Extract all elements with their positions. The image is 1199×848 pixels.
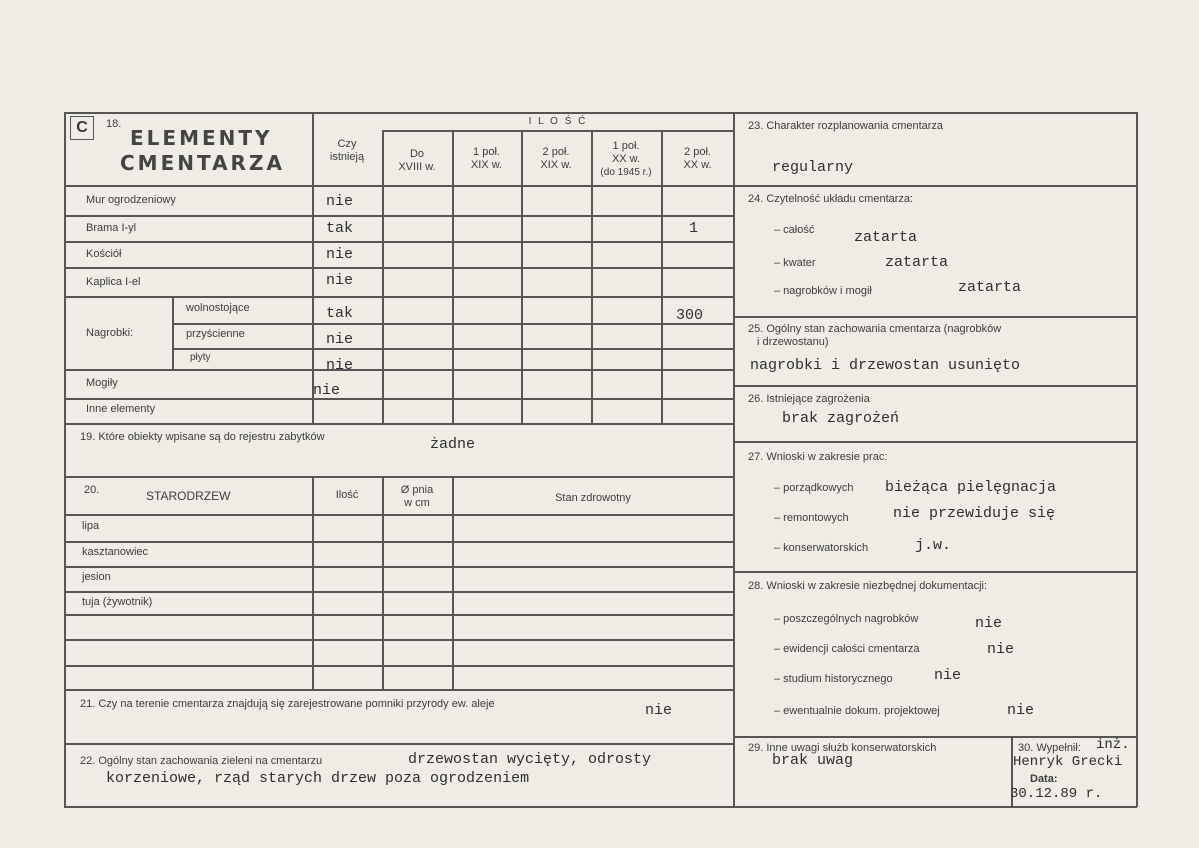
header-1-pol-xx-l2: XX w. (611, 153, 641, 165)
section-25-value: nagrobki i drzewostan usunięto (750, 357, 1021, 374)
section-22-label: 22. Ogólny stan zachowania zieleni na cmentarzu (80, 755, 323, 767)
section-22-value-line1: drzewostan wycięty, odrosty (408, 751, 652, 768)
section-20-pien (382, 484, 452, 510)
header-1-pol-xx-l3: (do 1945 r.) (600, 167, 652, 178)
section-18-number: 18. (106, 118, 122, 130)
row-brama-label: Brama I-yl (86, 222, 137, 234)
header-do-xviii-l2: XVIII w. (398, 161, 436, 173)
row-mogily-label: Mogiły (86, 377, 118, 389)
section-24-kwater-label: – kwater (774, 257, 816, 269)
tree-row-jesion: jesion (82, 571, 111, 583)
section-30-date-label: Data: (1030, 773, 1058, 785)
section-27-konserwatorskie-label: – konserwatorskich (774, 542, 869, 554)
row-mur-label: Mur ogrodzeniowy (86, 194, 176, 206)
header-1-pol-xx-l1: 1 poł. (612, 140, 640, 152)
row-wolnostojace-label: wolnostojące (186, 302, 250, 314)
section-28-r3-value: nie (934, 667, 962, 684)
section-27-label: 27. Wnioski w zakresie prac: (748, 451, 888, 463)
section-24-nagrobki-label: – nagrobków i mogił (774, 285, 872, 297)
section-26-label: 26. Istniejące zagrożenia (748, 393, 870, 405)
header-istnieja: istnieją (329, 151, 365, 163)
section-20-stan: Stan zdrowotny (555, 492, 631, 504)
section-30-label: 30. Wypełnił: (1018, 742, 1081, 754)
section-24-calosc-label: – całość (774, 224, 815, 236)
row-kaplica-value: nie (326, 272, 354, 289)
tree-row-tuja: tuja (żywotnik) (82, 596, 153, 608)
row-kosciol-value: nie (326, 246, 354, 263)
section-22-value-line2: korzeniowe, rząd starych drzew poza ogrodzeniem (106, 770, 530, 787)
section-18-title-line2: CMENTARZA (120, 151, 285, 175)
section-24-kwater-value: zatarta (885, 254, 949, 271)
section-28-r4-value: nie (1007, 702, 1035, 719)
section-28-r4-label: – ewentualnie dokum. projektowej (774, 705, 940, 717)
section-24-calosc-value: zatarta (854, 229, 918, 246)
header-czy: Czy (337, 138, 357, 150)
section-30-date: 30.12.89 r. (1010, 786, 1103, 802)
section-29-value: brak uwag (772, 752, 854, 769)
section-28-r1-value: nie (975, 615, 1003, 632)
row-wolnostojace-count: 300 (676, 307, 704, 324)
row-nagrobki-label: Nagrobki: (86, 327, 134, 339)
section-26-value: brak zagrożeń (782, 410, 900, 427)
section-27-porzadkowe-value: bieżąca pielęgnacja (885, 479, 1057, 496)
section-25-label-line1: 25. Ogólny stan zachowania cmentarza (nagrobków (748, 323, 1002, 335)
section-23-label: 23. Charakter rozplanowania cmentarza (748, 120, 944, 132)
section-19-label: 19. Które obiekty wpisane są do rejestru zabytków (80, 431, 325, 443)
form-badge: C (70, 116, 94, 140)
header-1-pol-xx (591, 140, 661, 179)
section-28-r3-label: – studium historycznego (774, 673, 893, 685)
section-30-title: inż. (1096, 737, 1130, 753)
section-24-label: 24. Czytelność układu cmentarza: (748, 193, 914, 205)
row-kosciol-label: Kościół (86, 248, 122, 260)
section-28-r2-value: nie (987, 641, 1015, 658)
section-20-title: STARODRZEW (146, 489, 231, 503)
section-27-remontowe-value: nie przewiduje się (893, 505, 1056, 522)
section-20-number: 20. (84, 484, 100, 496)
row-kaplica-label: Kaplica I-el (86, 276, 141, 288)
header-2-pol-xix-l2: XIX w. (540, 159, 572, 171)
section-25-label-line2: i drzewostanu) (757, 336, 829, 348)
tree-row-kasztanowiec: kasztanowiec (82, 546, 149, 558)
section-18-title-line1: ELEMENTY (130, 126, 273, 150)
row-brama-value: tak (326, 220, 354, 237)
section-30-name: Henryk Grecki (1013, 754, 1123, 770)
section-27-porzadkowe-label: – porządkowych (774, 482, 854, 494)
section-28-r1-label: – poszczególnych nagrobków (774, 613, 919, 625)
section-24-nagrobki-value: zatarta (958, 279, 1022, 296)
section-20-ilosc: Ilość (335, 489, 359, 501)
header-1-pol-xix-l2: XIX w. (470, 159, 503, 171)
row-plyty-value: nie (326, 357, 354, 374)
row-przyscienne-value: nie (326, 331, 354, 348)
section-19-value: żadne (430, 436, 476, 453)
section-20-pien-l2: w cm (404, 497, 430, 509)
section-28-label: 28. Wnioski w zakresie niezbędnej dokumentacji: (748, 580, 988, 592)
header-do-xviii-l1: Do (409, 148, 425, 160)
header-1-pol-xix (452, 146, 521, 172)
header-2-pol-xx-l1: 2 poł. (684, 146, 711, 158)
section-20-pien-l1: Ø pnia (400, 484, 434, 496)
section-21-label: 21. Czy na terenie cmentarza znajdują się zarejestrowane pomniki przyrody ew. aleje (80, 698, 495, 710)
section-27-konserwatorskie-value: j.w. (915, 537, 952, 554)
section-27-remontowe-label: – remontowych (774, 512, 849, 524)
row-plyty-label: płyty (190, 352, 211, 363)
section-21-value: nie (645, 702, 673, 719)
row-brama-count: 1 (689, 220, 699, 237)
section-29-label: 29. Inne uwagi służb konserwatorskich (748, 742, 937, 754)
row-inne-label: Inne elementy (86, 403, 156, 415)
header-2-pol-xx-l2: XX w. (683, 159, 712, 171)
header-do-xviii (382, 148, 452, 174)
row-mur-value: nie (326, 193, 354, 210)
row-przyscienne-label: przyścienne (186, 328, 245, 340)
section-28-r2-label: – ewidencji całości cmentarza (774, 643, 920, 655)
header-1-pol-xix-l1: 1 poł. (473, 146, 500, 158)
header-2-pol-xix (521, 146, 591, 172)
section-23-value: regularny (772, 159, 854, 176)
row-mogily-value: nie (313, 382, 341, 399)
header-2-pol-xx (661, 146, 734, 172)
tree-row-lipa: lipa (82, 520, 100, 532)
header-ilosc: I L O Ś Ć (528, 116, 588, 127)
row-wolnostojace-value: tak (326, 305, 354, 322)
header-2-pol-xix-l1: 2 poł. (542, 146, 570, 158)
